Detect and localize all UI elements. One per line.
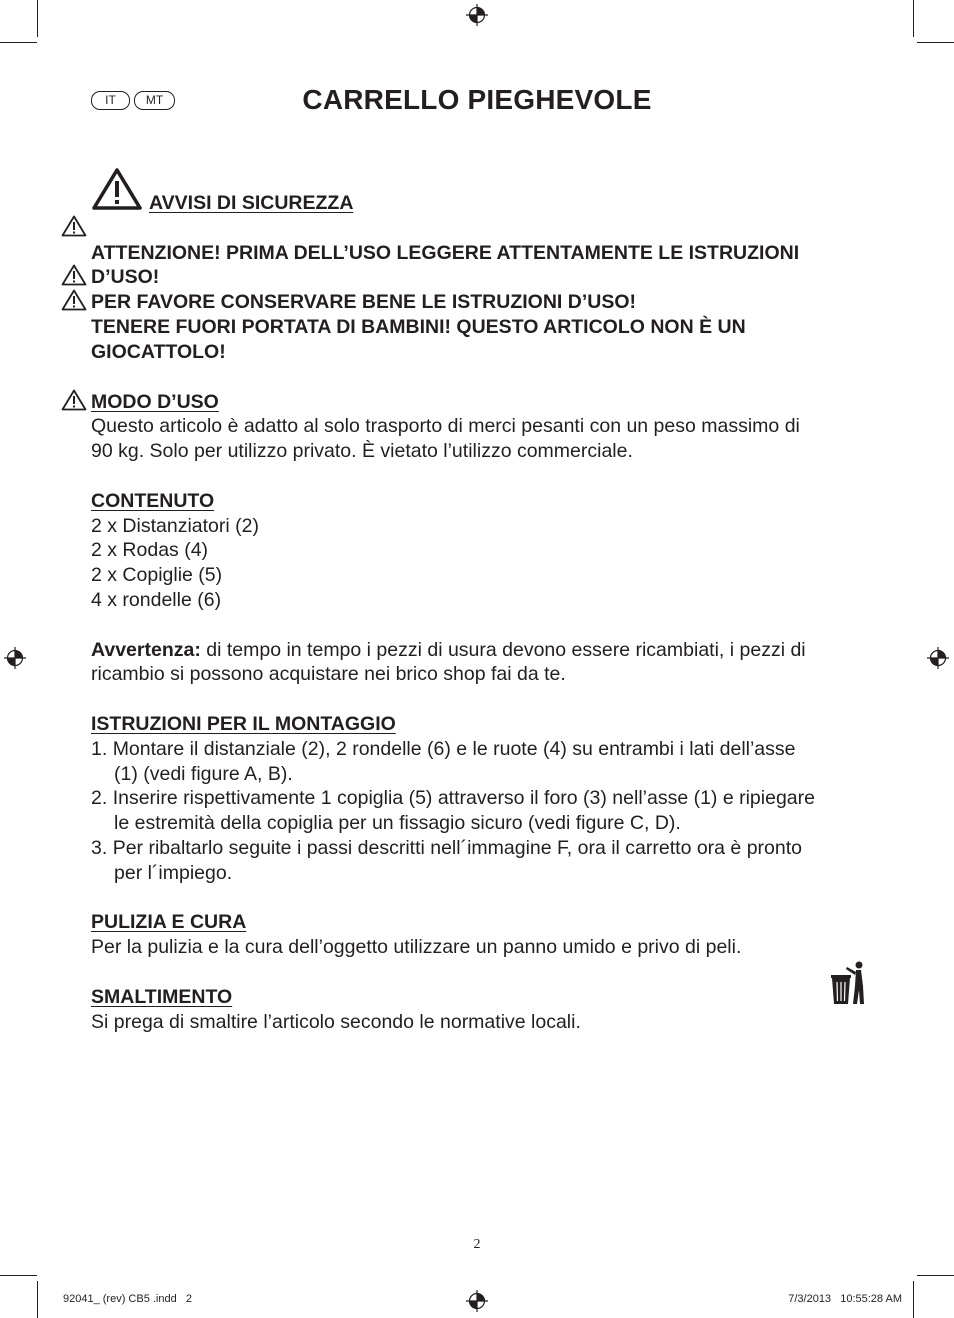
- step-text: Montare il distanziale (2), 2 rondelle (6) e le ruote (4) su entrambi i lati dell’asse: [112, 738, 796, 760]
- safety-line-5: GIOCATTOLO!: [91, 341, 226, 363]
- lang-badge-it: IT: [91, 91, 130, 110]
- contents-item: 2 x Copiglie (5): [91, 564, 223, 586]
- safety-line-1: ATTENZIONE! PRIMA DELL’USO LEGGERE ATTENTAMENTE LE ISTRUZIONI: [91, 242, 800, 264]
- tidyman-icon: [830, 960, 866, 1006]
- assembly-step-1-cont: (1) (vedi figure A, B).: [114, 763, 293, 785]
- safety-line-2: D’USO!: [91, 266, 160, 288]
- warning-icon: [61, 264, 87, 286]
- registration-mark-icon: [927, 647, 949, 669]
- warning-icon: [61, 215, 87, 237]
- step-number: 2.: [91, 787, 108, 809]
- assembly-step-1: [91, 737, 796, 761]
- assembly-step-3-cont: per l´impiego.: [114, 862, 233, 884]
- footer-file: 92041_ (rev) CB5 .indd 2: [63, 1293, 193, 1305]
- warning-icon: [61, 389, 87, 411]
- assembly-heading: ISTRUZIONI PER IL MONTAGGIO: [91, 713, 396, 735]
- disposal-text: Si prega di smaltire l’articolo secondo le normative locali.: [91, 1011, 581, 1033]
- contents-heading: CONTENUTO: [91, 490, 215, 512]
- page-title: CARRELLO PIEGHEVOLE: [302, 84, 652, 115]
- step-number: 1.: [91, 738, 108, 760]
- step-number: 3.: [91, 837, 108, 859]
- page-number: 2: [473, 1237, 481, 1252]
- safety-line-3: PER FAVORE CONSERVARE BENE LE ISTRUZIONI D’USO!: [91, 291, 636, 313]
- contents-item: 2 x Distanziatori (2): [91, 515, 259, 537]
- registration-mark-icon: [466, 4, 488, 26]
- assembly-step-2: [91, 786, 815, 810]
- safety-heading: AVVISI DI SICUREZZA: [149, 192, 354, 214]
- usage-line-1: Questo articolo è adatto al solo trasporto di merci pesanti con un peso massimo di: [91, 415, 800, 437]
- usage-heading: MODO D’USO: [91, 391, 219, 413]
- warning-note-line-1: [91, 638, 806, 662]
- disposal-heading: SMALTIMENTO: [91, 986, 233, 1008]
- warning-note-line-2: ricambio si possono acquistare nei brico shop fai da te.: [91, 663, 566, 685]
- usage-line-2: 90 kg. Solo per utilizzo privato. È vietato l’utilizzo commerciale.: [91, 440, 633, 462]
- registration-mark-icon: [466, 1290, 488, 1312]
- cleaning-text: Per la pulizia e la cura dell’oggetto utilizzare un panno umido e privo di peli.: [91, 936, 742, 958]
- assembly-step-3: [91, 836, 802, 860]
- contents-item: 2 x Rodas (4): [91, 539, 209, 561]
- step-text: Inserire rispettivamente 1 copiglia (5) attraverso il foro (3) nell’asse (1) e ripiegare: [112, 787, 815, 809]
- large-warning-icon: [89, 167, 145, 211]
- footer-timestamp: 7/3/2013 10:55:28 AM: [788, 1293, 902, 1305]
- registration-mark-icon: [4, 647, 26, 669]
- contents-item: 4 x rondelle (6): [91, 589, 222, 611]
- warning-note-text: di tempo in tempo i pezzi di usura devono essere ricambiati, i pezzi di: [200, 639, 806, 661]
- warning-icon: [61, 289, 87, 311]
- safety-line-4: TENERE FUORI PORTATA DI BAMBINI! QUESTO ARTICOLO NON È UN: [91, 316, 746, 338]
- warning-note-label: Avvertenza:: [91, 639, 201, 661]
- assembly-step-2-cont: le estremità della copiglia per un fissagio sicuro (vedi figure C, D).: [114, 812, 681, 834]
- step-text: Per ribaltarlo seguite i passi descritti nell´immagine F, ora il carretto ora è pronto: [112, 837, 802, 859]
- cleaning-heading: PULIZIA E CURA: [91, 911, 247, 933]
- lang-badge-mt: MT: [134, 91, 175, 110]
